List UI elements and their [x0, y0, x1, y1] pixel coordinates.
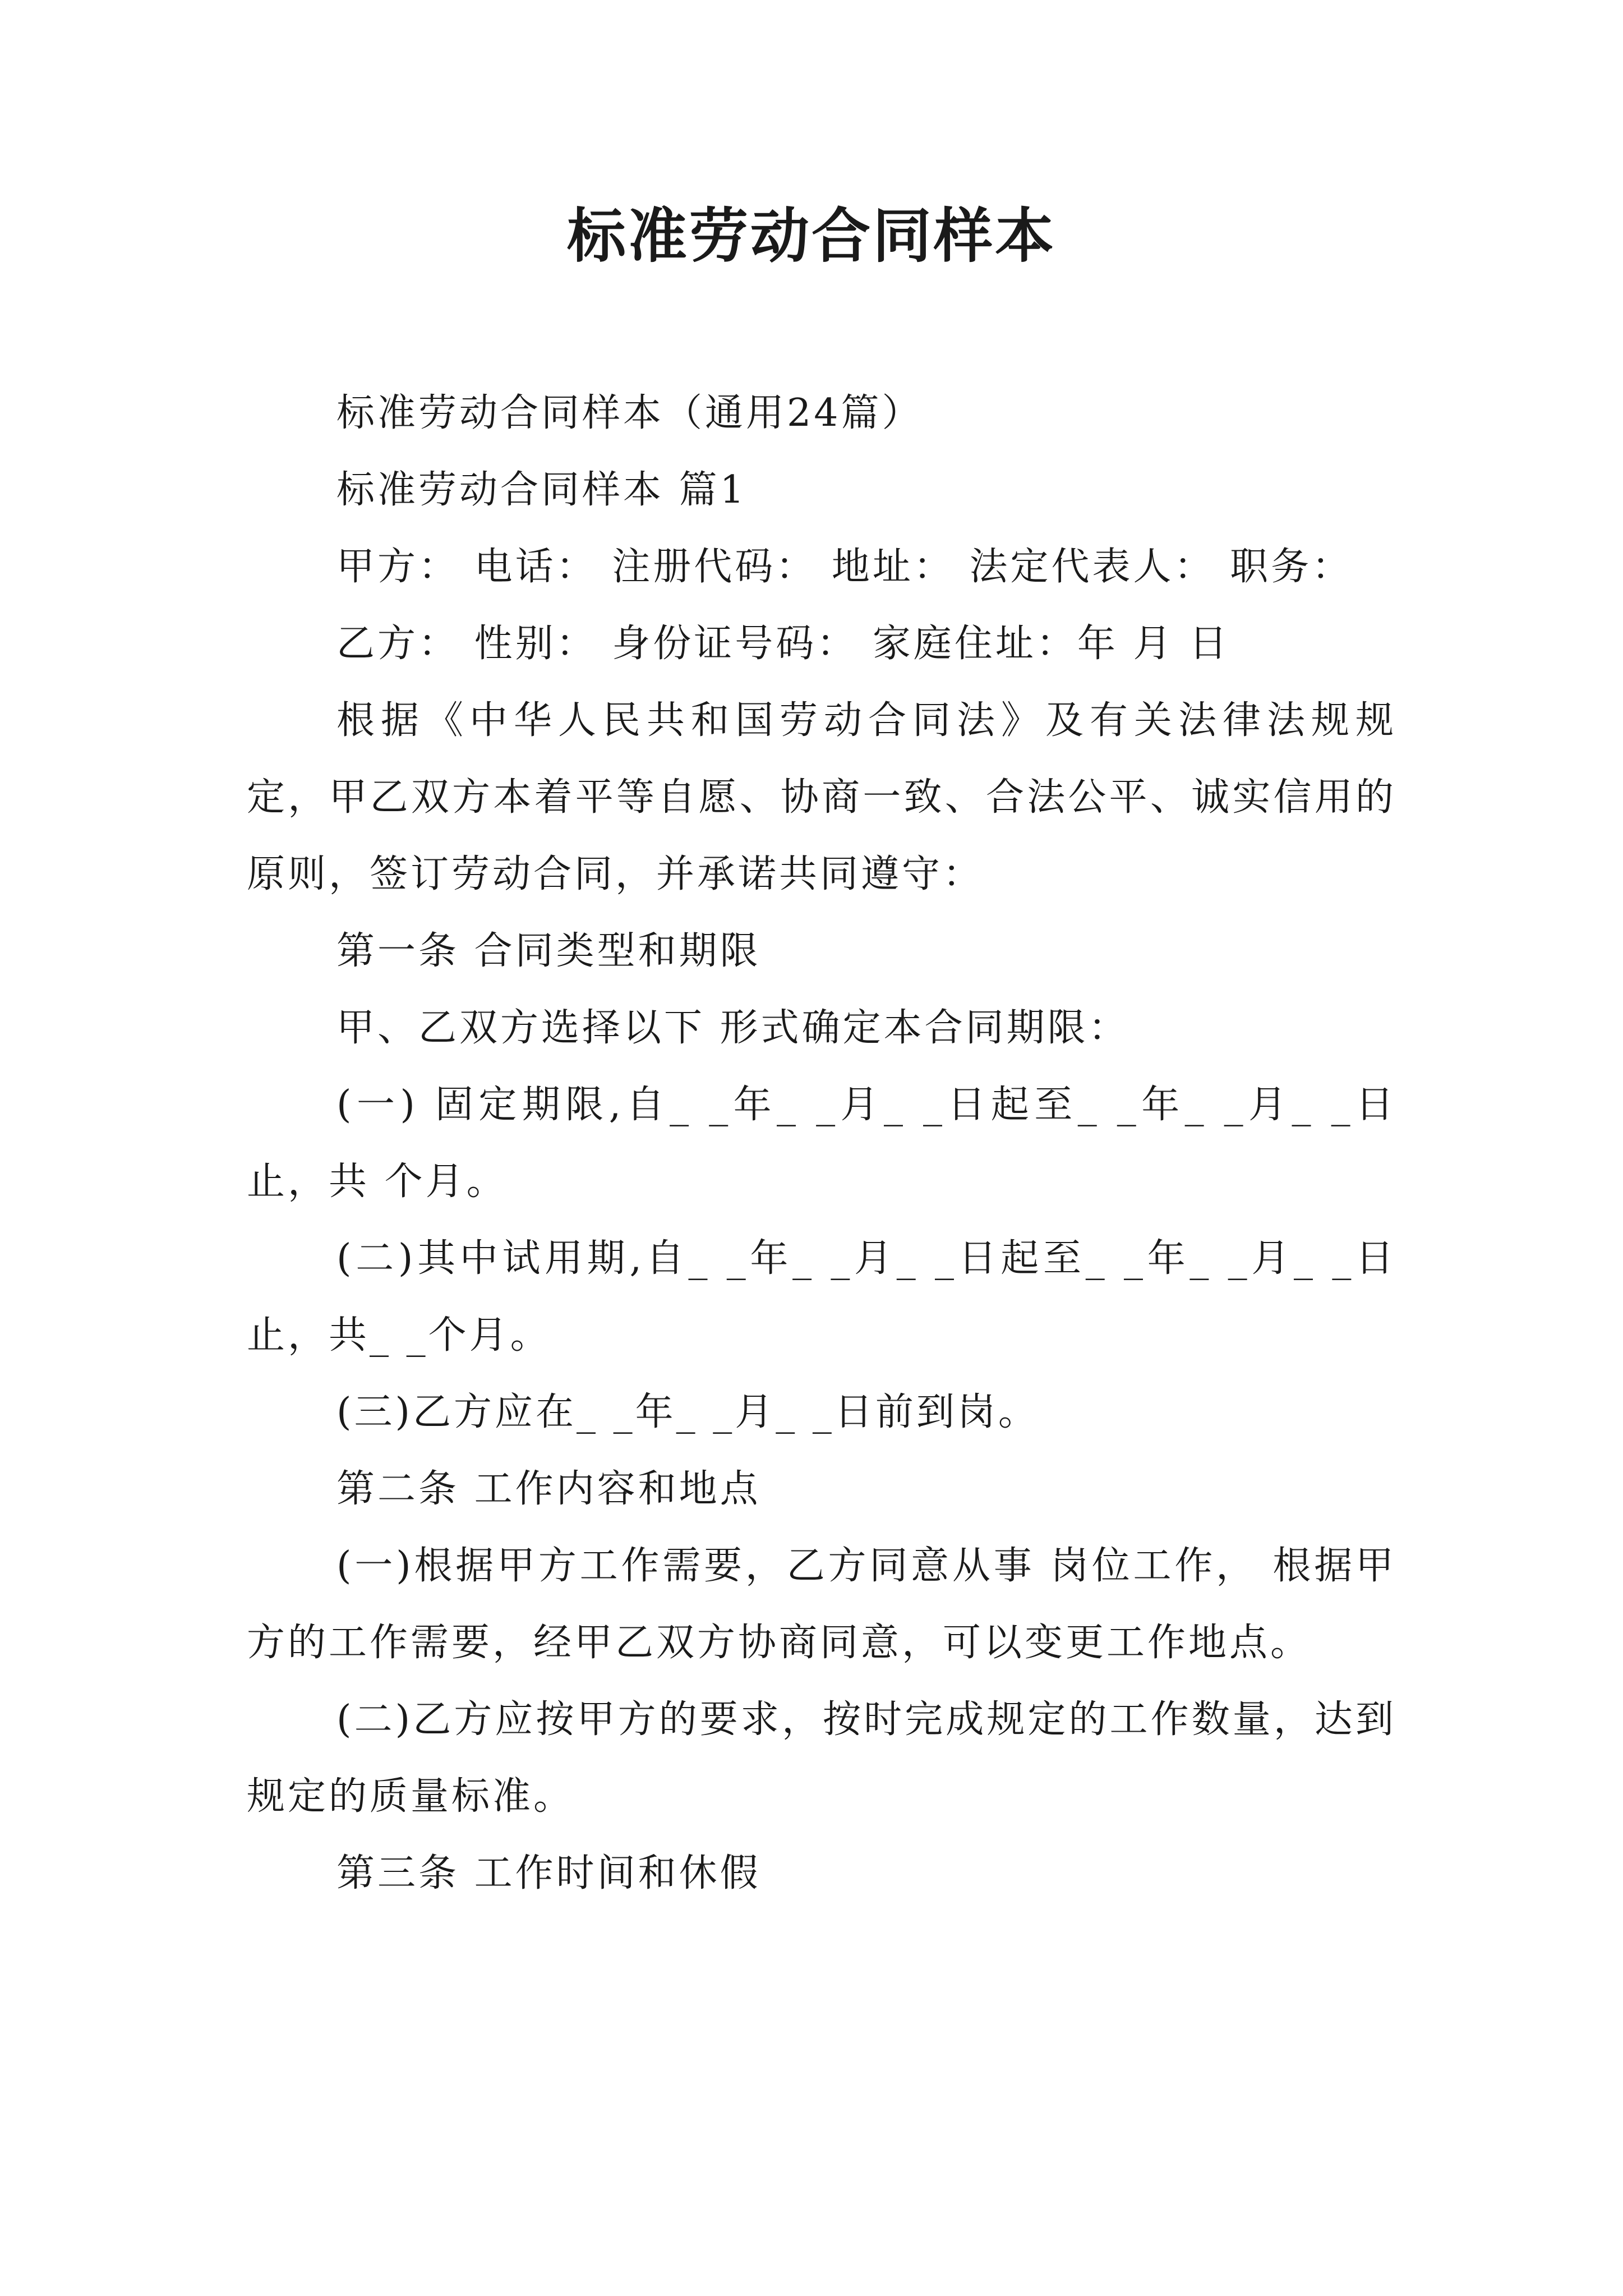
document-title: 标准劳动合同样本 [566, 201, 1056, 270]
clause-1-item-2: (二)其中试用期,自_ _年_ _月_ _日起至_ _年_ _月_ _日止，共_ _个月。 [247, 1236, 1396, 1358]
clause-2-item-2: (二)乙方应按甲方的要求，按时完成规定的工作数量，达到规定的质量标准。 [247, 1697, 1396, 1819]
party-b-fields: 乙方： 性别： 身份证号码： 家庭住址：年 月 日 [336, 622, 1230, 666]
party-a-fields: 甲方： 电话： 注册代码： 地址： 法定代表人： 职务： [336, 545, 1353, 589]
preamble-paragraph: 根据《中华人民共和国劳动合同法》及有关法律法规规定，甲乙双方本着平等自愿、协商一致、合法公平、诚实信用的原则，签订劳动合同，并承诺共同遵守： [247, 698, 1396, 896]
clause-3-heading: 第三条 工作时间和休假 [336, 1851, 761, 1895]
clause-1-intro: 甲、乙双方选择以下 形式确定本合同期限： [336, 1006, 1129, 1050]
clause-2-item-1: (一)根据甲方工作需要，乙方同意从事 岗位工作， 根据甲方的工作需要，经甲乙双方协商同意，可以变更工作地点。 [247, 1544, 1396, 1665]
collection-heading: 标准劳动合同样本（通用24篇） [336, 391, 923, 435]
article-heading: 标准劳动合同样本 篇1 [336, 468, 747, 512]
document-body [247, 375, 1396, 1912]
clause-1-item-1: (一) 固定期限,自_ _年_ _月_ _日起至_ _年_ _月_ _日止，共 个月。 [247, 1083, 1396, 1204]
clause-1-item-3: (三)乙方应在_ _年_ _月_ _日前到岗。 [336, 1390, 1039, 1434]
clause-2-heading: 第二条 工作内容和地点 [336, 1467, 761, 1511]
clause-1-heading: 第一条 合同类型和期限 [336, 929, 761, 973]
